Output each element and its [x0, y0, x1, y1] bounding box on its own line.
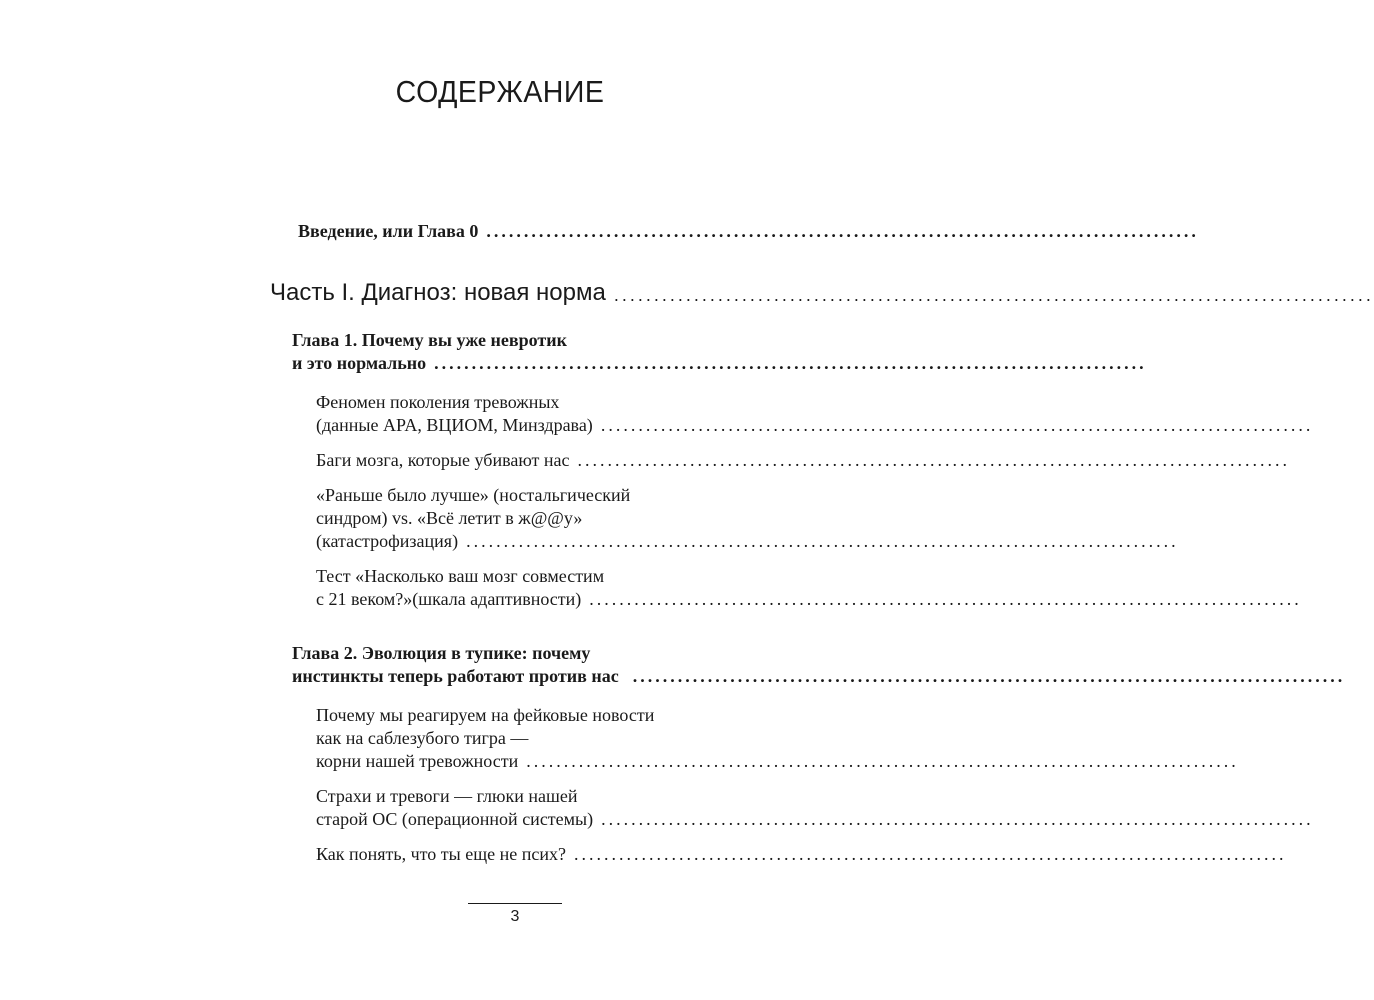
section-title-line: Баги мозга, которые убивают нас [316, 450, 570, 470]
dot-leader: ............................................................................................... [601, 809, 1314, 829]
toc-section[interactable] [316, 565, 1302, 611]
section-title-line: Тест «Насколько ваш мозг совместим [316, 566, 605, 586]
section-title-line: (данные APA, ВЦИОМ, Минздрава) [316, 415, 593, 435]
dot-leader: ............................................................................................... [434, 353, 1147, 373]
dot-leader: ............................................................................................... [526, 751, 1239, 771]
dot-leader: ............................................................................................... [600, 415, 1314, 435]
dot-leader: ............................................................................................... [632, 666, 1346, 686]
toc-section[interactable] [316, 843, 1287, 866]
toc-section[interactable] [316, 785, 1314, 831]
section-title-line: (катастрофизация) [316, 531, 459, 551]
dot-leader: ............................................................................................... [573, 844, 1287, 864]
section-title-line: корни нашей тревожности [316, 751, 519, 771]
section-title-line: Почему мы реагируем на фейковые новости [316, 705, 655, 725]
section-title-line: с 21 веком?»(шкала адаптивности) [316, 589, 582, 609]
toc-section[interactable] [316, 484, 1179, 553]
chapter-title-line: инстинкты теперь работают против нас [292, 666, 619, 686]
toc-entry-label: Введение, или Глава 0 [298, 221, 479, 241]
chapter-title-line: и это нормально [292, 353, 427, 373]
toc-part-1[interactable] [270, 278, 1374, 308]
dot-leader: ............................................................................................... [466, 531, 1179, 551]
toc-part-label: Часть I. Диагноз: новая норма [270, 279, 606, 306]
toc-section[interactable] [316, 391, 1314, 437]
page-title: СОДЕРЖАНИЕ [395, 74, 605, 109]
page-number: 3 [510, 908, 520, 925]
dot-leader: ............................................................................................... [589, 589, 1302, 609]
toc-chapter-1[interactable] [292, 329, 1147, 375]
dot-leader: ............................................................................................... [577, 450, 1291, 470]
section-title-line: «Раньше было лучше» (ностальгический [316, 485, 631, 505]
chapter-title-line: Глава 1. Почему вы уже невротик [292, 330, 567, 350]
section-title-line: синдром) vs. «Всё летит в ж@@у» [316, 508, 583, 528]
section-title-line: Как понять, что ты еще не псих? [316, 844, 566, 864]
section-title-line: Феномен поколения тревожных [316, 392, 560, 412]
toc-chapter-2[interactable] [292, 642, 1346, 688]
chapter-title-line: Глава 2. Эволюция в тупике: почему [292, 643, 591, 663]
section-title-line: старой ОС (операционной системы) [316, 809, 594, 829]
dot-leader: ............................................................................................... [486, 221, 1199, 241]
toc-section[interactable] [316, 449, 1291, 472]
footer-rule [468, 903, 562, 904]
section-title-line: как на саблезубого тигра — [316, 728, 529, 748]
toc-entry-intro[interactable] [298, 220, 1199, 243]
section-title-line: Страхи и тревоги — глюки нашей [316, 786, 578, 806]
toc-section[interactable] [316, 704, 1239, 773]
dot-leader: ............................................................................................... [613, 285, 1374, 305]
